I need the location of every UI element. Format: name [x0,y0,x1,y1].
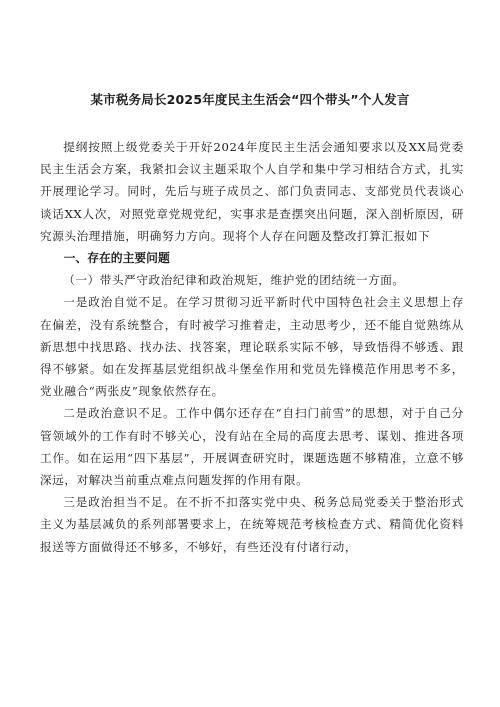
document-body [40,136,464,558]
section-heading: 一、存在的主要问题 [63,251,170,266]
body-paragraph-3: 三是政治担当不足。在不折不扣落实党中央、税务总局党委关于整治形式主义为基层减负的系列部署要求上，在统筹规范考核检查方式、精简优化资料报送等方面做得还不够多，不够好，有些还没有付诸行动， [40,495,464,554]
intro-paragraph: 提纲按照上级党委关于开好2024年度民主生活会通知要求以及XX局党委民主生活会方案，我紧扣会议主题采取个人自学和集中学习相结合方式，扎实开展理论学习。同时，先后与班子成员之、部门负责同志、支部党员代表谈心谈话XX人次，对照党章党规党纪，实事求是查摆突出问题，深入剖析原因，研究源头治理措施，明确努力方向。现将个人存在问题及整改打算汇报如下 [40,140,464,243]
body-paragraph-2: 二是政治意识不足。工作中偶尔还存在“自扫门前雪”的思想，对于自己分管领域外的工作有时不够关心，没有站在全局的高度去思考、谋划、推进各项工作。如在运用“四下基层”，开展调查研究时，课题选题不够精准，立意不够深远，对解决当前重点难点问题发挥的作用有限。 [40,406,464,488]
body-paragraph-1: 一是政治自觉不足。在学习贯彻习近平新时代中国特色社会主义思想上存在偏差，没有系统整合，有时被学习推着走，主动思考少，还不能自觉熟练从新思想中找思路、找办法、找答案，理论联系实际不够，导致悟得不够透、跟得不够紧。如在发挥基层党组织战斗堡垒作用和党员先锋模范作用思考不多，党业融合“两张皮”现象依然存在。 [40,295,464,399]
document-title: 某市税务局长2025年度民主生活会“四个带头”个人发言 [90,92,410,107]
subsection-heading: （一）带头严守政治纪律和政治规矩，维护党的团结统一方面。 [63,273,405,288]
